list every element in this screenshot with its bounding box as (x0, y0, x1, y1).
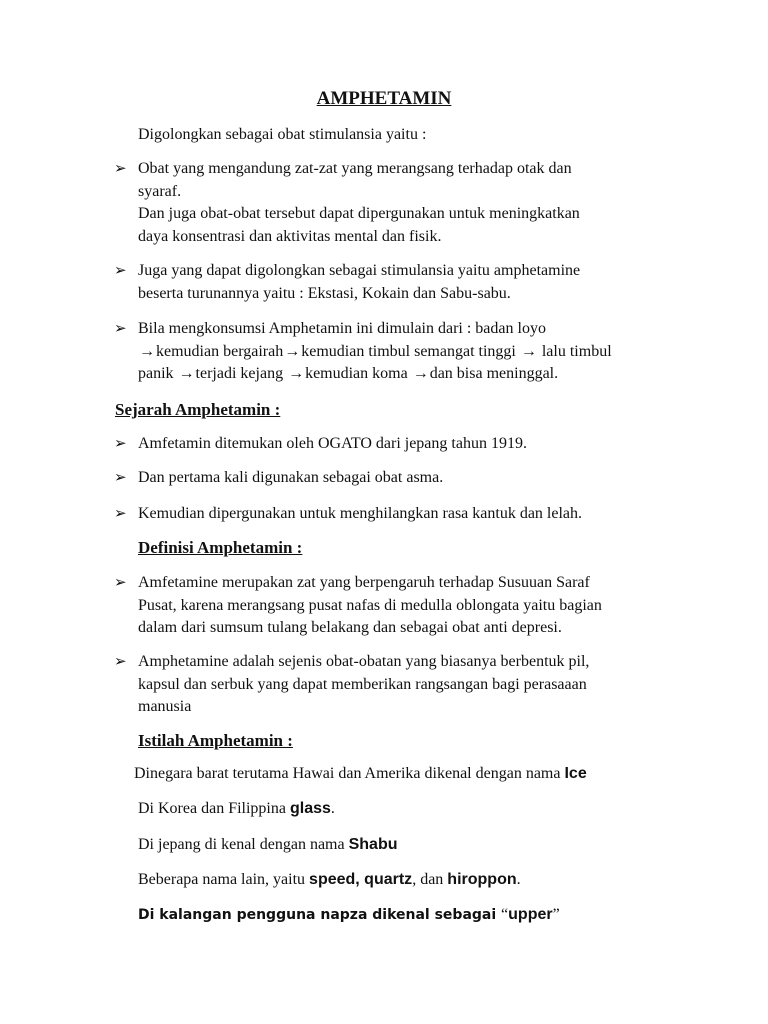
right-arrow-icon: → (178, 365, 195, 382)
section-heading-istilah: Istilah Amphetamin : (138, 731, 293, 750)
right-arrow-icon: → (284, 342, 301, 360)
arrow-bullet-icon: ➢ (114, 506, 127, 522)
list-item-line: Dan juga obat-obat tersebut dapat dipergunakan untuk meningkatkan (138, 205, 580, 222)
list-item-line: panik →terjadi kejang →kemudian koma →dan bisa meninggal. (138, 363, 683, 386)
document-title: AMPHETAMIN (316, 88, 452, 109)
istilah-line: Di Korea dan Filippina glass. (138, 800, 335, 817)
arrow-bullet-icon: ➢ (114, 654, 127, 670)
arrow-bullet-icon: ➢ (114, 263, 127, 279)
arrow-bullet-icon: ➢ (114, 470, 127, 486)
list-item: ➢ Amfetamin ditemukan oleh OGATO dari jepang tahun 1919. (138, 433, 683, 456)
list-item-line: →kemudian bergairah→kemudian timbul semangat tinggi → lalu timbul (138, 341, 683, 364)
list-item-line: beserta turunannya yaitu : Ekstasi, Kokain dan Sabu-sabu. (138, 284, 511, 302)
arrow-bullet-icon: ➢ (114, 321, 127, 337)
intro-text: Digolongkan sebagai obat stimulansia yaitu : (138, 126, 427, 143)
list-item: ➢ Kemudian dipergunakan untuk menghilangkan rasa kantuk dan lelah. (138, 503, 683, 526)
arrow-bullet-icon: ➢ (114, 161, 127, 177)
list-item: ➢ Amfetamine merupakan zat yang berpengaruh terhadap Susuuan Saraf Pusat, karena merangsang pusat nafas di medulla oblongata yaitu bagian dalam dari sumsum tulang belakang dan sebagai obat anti depresi. (114, 574, 602, 636)
istilah-line: Beberapa nama lain, yaitu speed, quartz, dan hiroppon. (138, 871, 521, 888)
list-item-line: daya konsentrasi dan aktivitas mental dan fisik. (138, 227, 442, 245)
list-item-line: Obat yang mengandung zat-zat yang merangsang terhadap otak dan (138, 160, 572, 177)
list-item: ➢ Dan pertama kali digunakan sebagai obat asma. (138, 467, 683, 490)
list-item-line: Juga yang dapat digolongkan sebagai stimulansia yaitu amphetamine (138, 262, 581, 279)
istilah-line: Di kalangan pengguna napza dikenal sebagai “upper” (138, 906, 560, 923)
right-arrow-icon: → (520, 342, 537, 360)
istilah-line: Di jepang di kenal dengan nama Shabu (138, 836, 398, 853)
arrow-bullet-icon: ➢ (114, 436, 127, 452)
list-item: ➢ Amphetamine adalah sejenis obat-obatan yang biasanya berbentuk pil, kapsul dan serbuk yang dapat memberikan rangsangan bagi perasaaan manusia (114, 653, 590, 715)
right-arrow-icon: → (412, 365, 429, 382)
arrow-bullet-icon: ➢ (114, 575, 127, 591)
list-item-line: Bila mengkonsumsi Amphetamin ini dimulain dari : badan loyo (138, 320, 546, 337)
list-item-line: syaraf. (138, 182, 182, 200)
list-item (114, 318, 683, 386)
section-heading-sejarah: Sejarah Amphetamin : (115, 400, 281, 419)
section-heading-definisi: Definisi Amphetamin : (138, 538, 303, 557)
list-item (114, 158, 683, 248)
istilah-line: Dinegara barat terutama Hawai dan Amerika dikenal dengan nama Ice (134, 765, 587, 782)
list-item (114, 260, 683, 305)
right-arrow-icon: → (139, 342, 155, 360)
right-arrow-icon: → (288, 365, 305, 382)
